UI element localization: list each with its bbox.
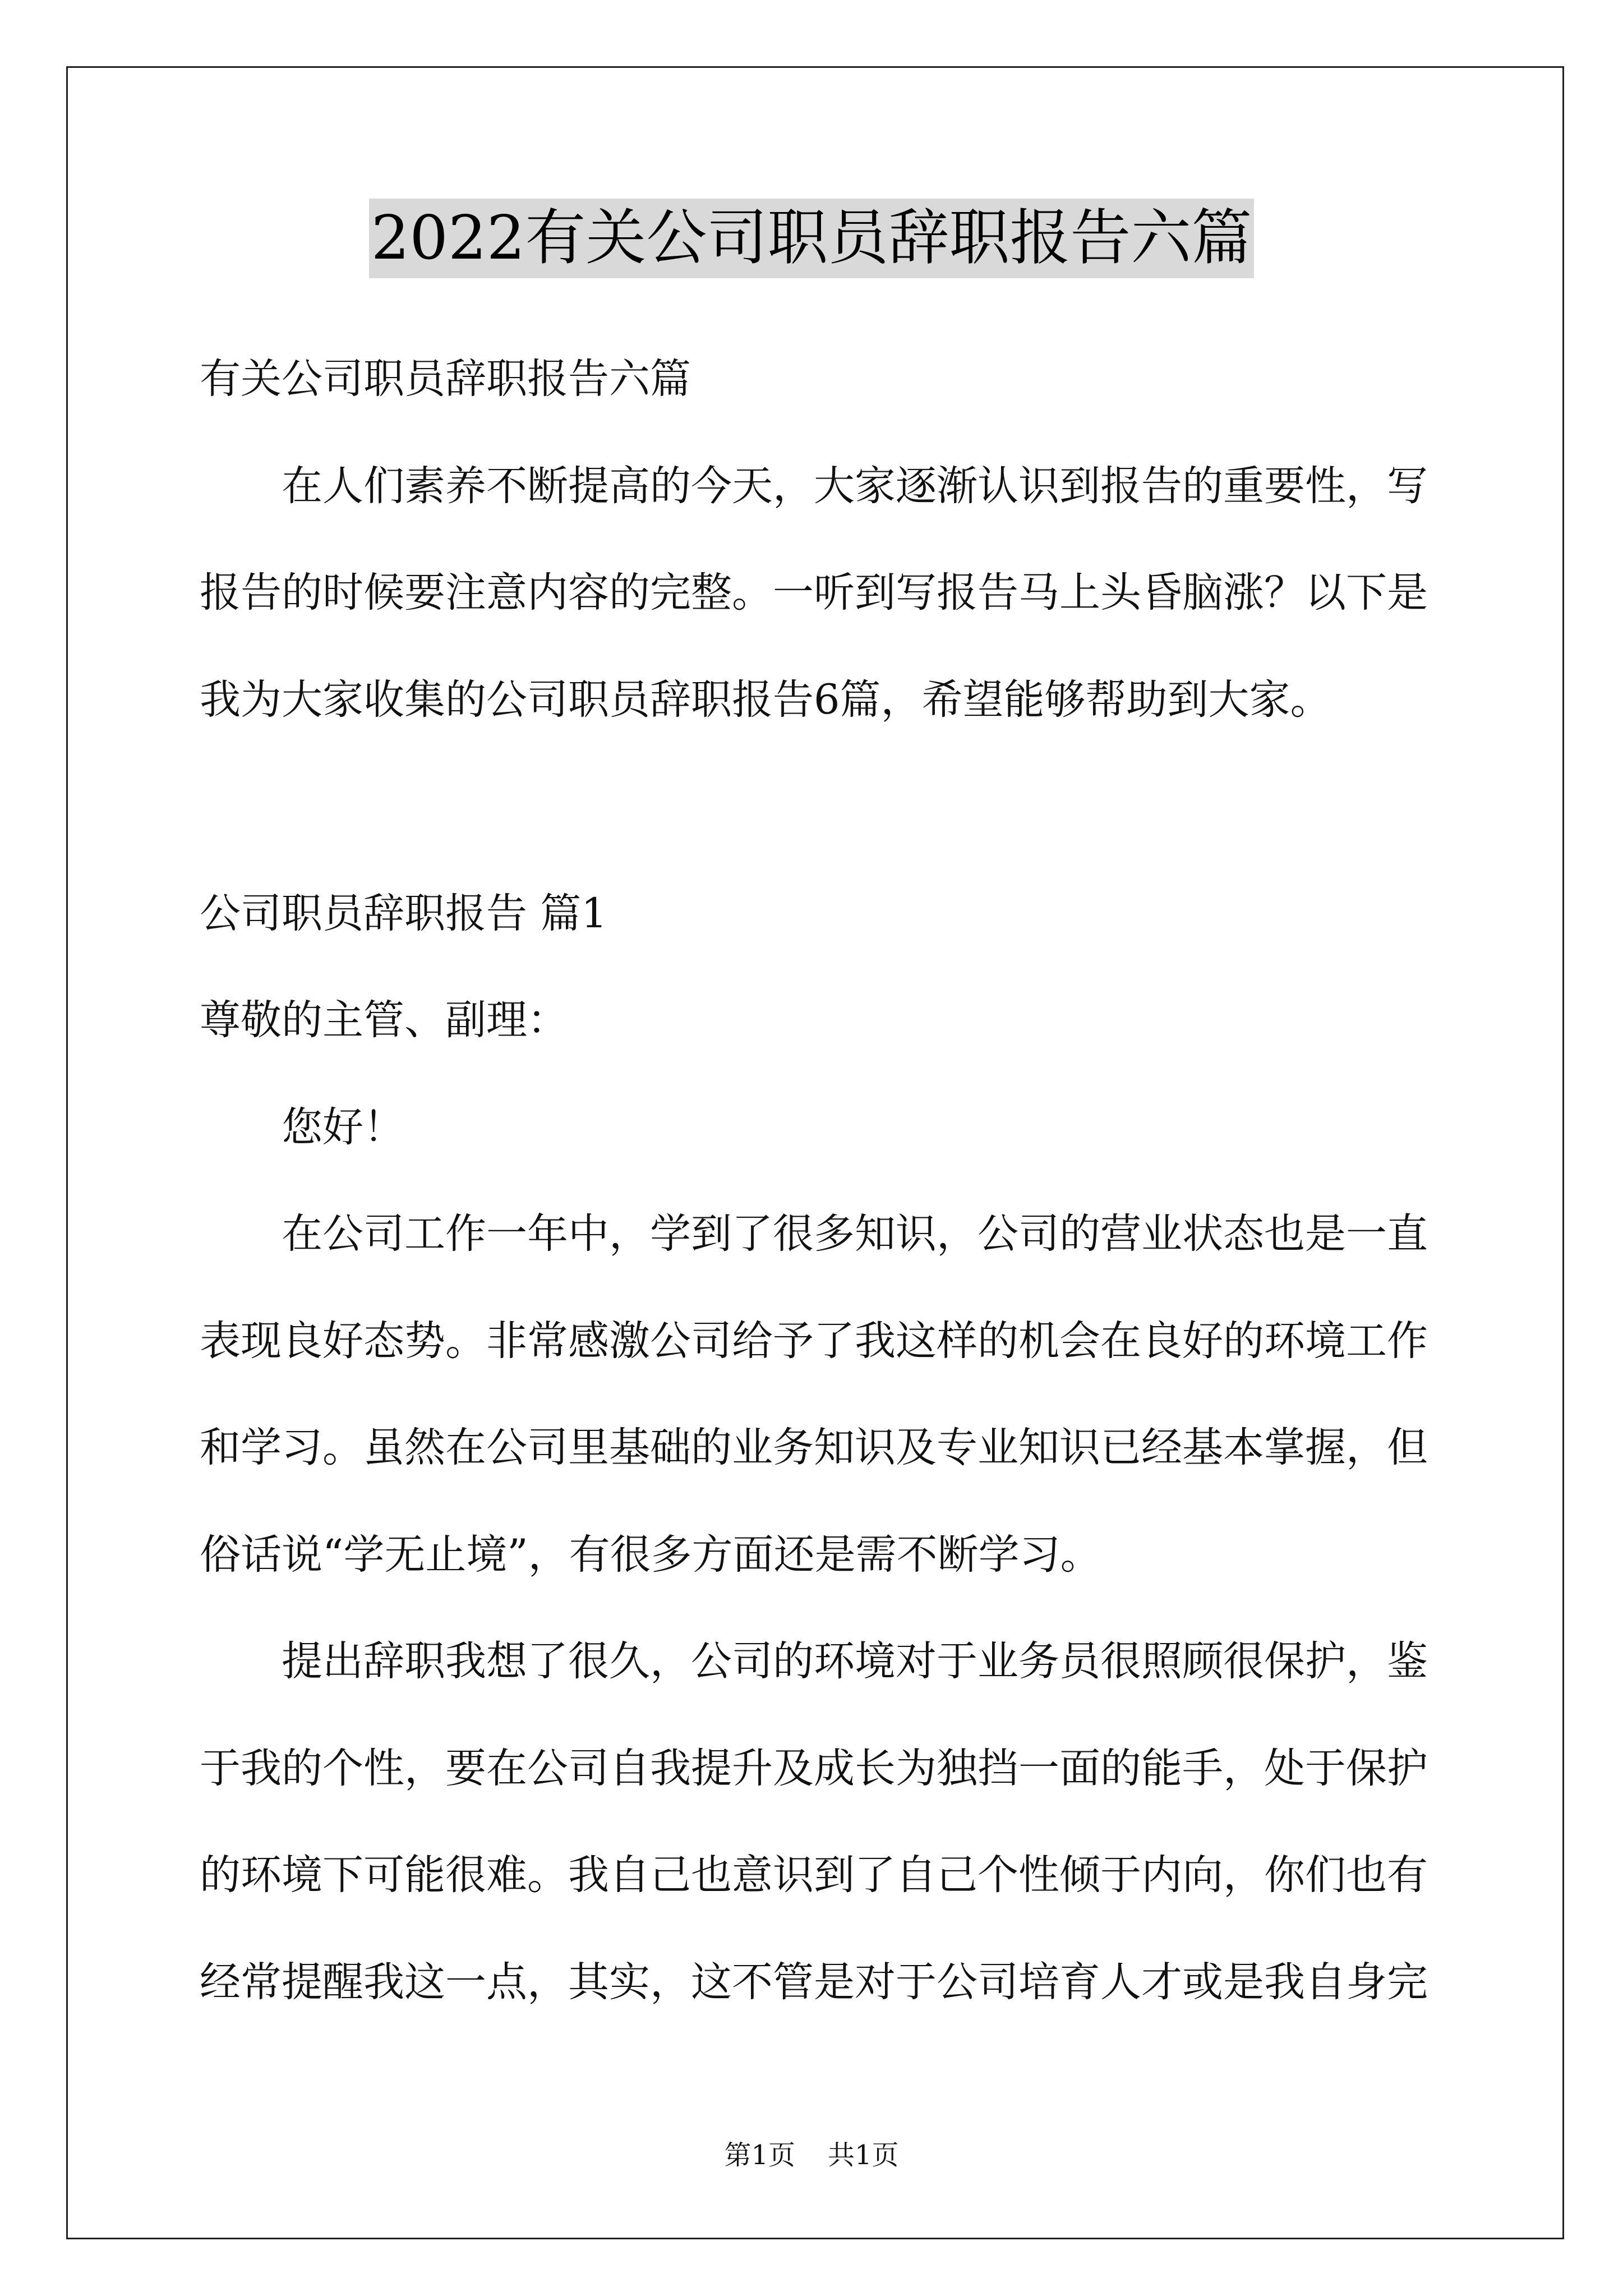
salutation: 尊敬的主管、副理： — [200, 996, 568, 1044]
paragraph-line: 提出辞职我想了很久，公司的环境对于业务员很照顾很保护，鉴 — [282, 1637, 1428, 1685]
paragraph-line: 于我的个性，要在公司自我提升及成长为独挡一面的能手，处于保护 — [200, 1744, 1428, 1792]
intro-paragraph — [200, 433, 1428, 754]
paragraph-line: 我为大家收集的公司职员辞职报告6篇，希望能够帮助到大家。 — [200, 675, 1331, 724]
document-subtitle: 有关公司职员辞职报告六篇 — [200, 355, 691, 403]
section-heading: 公司职员辞职报告 篇1 — [200, 889, 607, 937]
paragraph-line: 经常提醒我这一点，其实，这不管是对于公司培育人才或是我自身完 — [200, 1958, 1428, 2006]
paragraph-line: 在公司工作一年中，学到了很多知识，公司的营业状态也是一直 — [282, 1210, 1428, 1258]
page-number-current: 第1页 — [724, 2139, 795, 2171]
paragraph-line: 的环境下可能很难。我自己也意识到了自己个性倾于内向，你们也有 — [200, 1851, 1428, 1899]
page-footer — [0, 2138, 1623, 2172]
paragraph-line: 报告的时候要注意内容的完整。一听到写报告马上头昏脑涨？以下是 — [200, 569, 1428, 616]
paragraph-line: 和学习。虽然在公司里基础的业务知识及专业知识已经基本掌握，但 — [200, 1424, 1428, 1471]
paragraph-line: 在人们素养不断提高的今天，大家逐渐认识到报告的重要性，写 — [282, 462, 1428, 510]
paragraph-line: 表现良好态势。非常感激公司给予了我这样的机会在良好的环境工作 — [200, 1317, 1428, 1365]
paragraph-line: 俗话说“学无止境”，有很多方面还是需不断学习。 — [200, 1530, 1101, 1579]
document-title-container — [0, 199, 1623, 278]
body-paragraph — [200, 1181, 1428, 1608]
document-body — [200, 326, 1428, 2036]
body-paragraph — [200, 1608, 1428, 2036]
blank-line — [200, 753, 1428, 861]
greeting: 您好！ — [282, 1103, 404, 1151]
page-number-total: 共1页 — [828, 2139, 899, 2171]
document-title: 2022有关公司职员辞职报告六篇 — [369, 199, 1255, 278]
